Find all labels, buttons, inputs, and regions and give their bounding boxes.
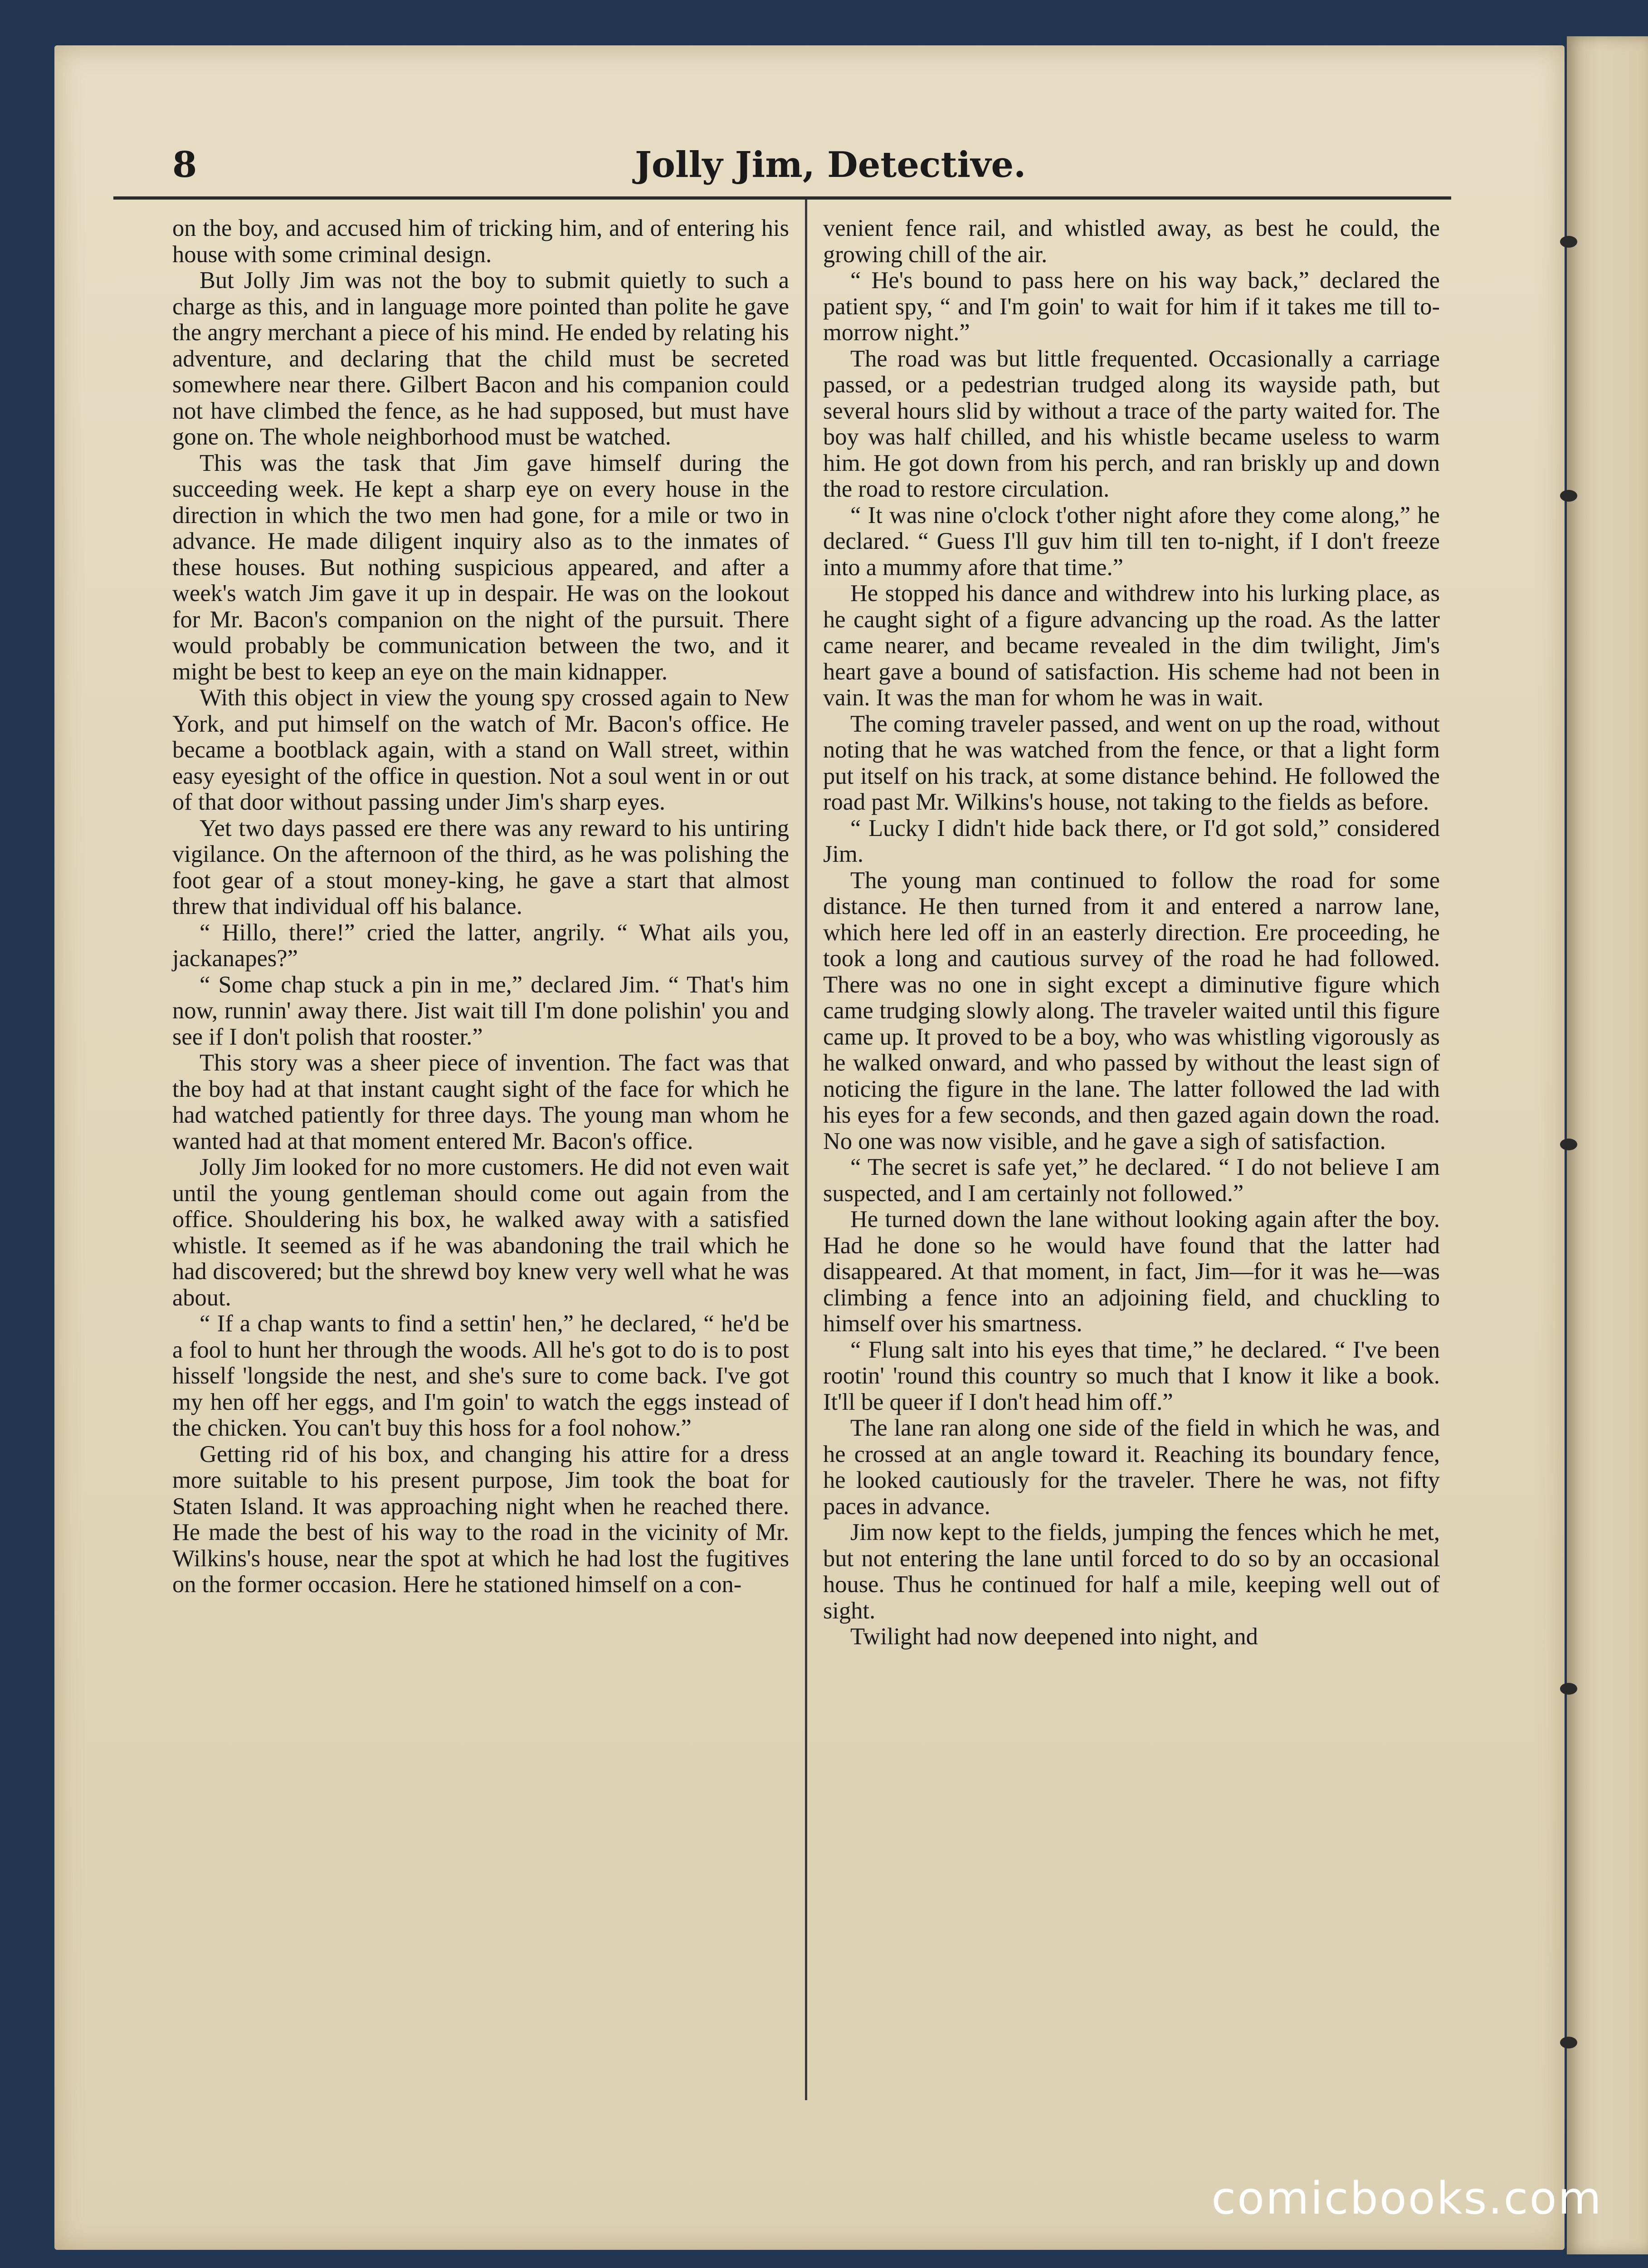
page-number: 8 [172,144,197,186]
paragraph: The coming traveler passed, and went on up the road, without noting that he was watched from the fence, or that a light form put itself on his track, at some distance behind. He followed the road past Mr. Wilkins's house, not taking to the fields as before. [823,710,1440,815]
paragraph: “ The secret is safe yet,” he declared. “ I do not believe I am suspected, and I am certainly not followed.” [823,1154,1440,1207]
paragraph: “ Hillo, there!” cried the latter, angrily. “ What ails you, jackanapes?” [172,919,789,972]
page-header [113,136,1451,195]
paragraph: The lane ran along one side of the field in which he was, and he crossed at an angle toward it. Reaching its boundary fence, he looked cautiously for the traveler. There he was, not fifty paces in advance. [823,1415,1440,1520]
paragraph: But Jolly Jim was not the boy to submit quietly to such a charge as this, and in language more pointed than polite he gave the angry merchant a piece of his mind. He ended by relating his adventure, and declaring that the child must be secreted somewhere near there. Gilbert Bacon and his companion could not have climbed the fence, as he had supposed, but must have gone on. The whole neighborhood must be watched. [172,267,789,450]
binding-staple-mark [1560,236,1577,248]
paragraph: This was the task that Jim gave himself during the succeeding week. He kept a sharp eye on every house in the direction in which the two men had gone, for a mile or two in advance. He made diligent inquiry also as to the inmates of these houses. But nothing suspicious appeared, and after a week's watch Jim gave it up in despair. He was on the lookout for Mr. Bacon's companion on the night of the pursuit. There would probably be communication between the two, and it might be best to keep an eye on the main kidnapper. [172,450,789,685]
running-title: Jolly Jim, Detective. [635,144,1026,186]
paragraph: This story was a sheer piece of invention. The fact was that the boy had at that instant caught sight of the face for which he had watched patiently for three days. The young man whom he wanted had at that moment entered Mr. Bacon's office. [172,1050,789,1154]
paragraph: venient fence rail, and whistled away, as best he could, the growing chill of the air. [823,215,1440,268]
paragraph: He stopped his dance and withdrew into his lurking place, as he caught sight of a figure advancing up the road. As the latter came nearer, and became revealed in the dim twilight, Jim's heart gave a bound of satisfaction. His scheme had not been in vain. It was the man for whom he was in wait. [823,580,1440,711]
binding-staple-mark [1560,2037,1577,2048]
paragraph: He turned down the lane without looking again after the boy. Had he done so he would have found that the latter had disappeared. At that moment, in fact, Jim—for it was he—was climbing a fence into an adjoining field, and chuckling to himself over his smartness. [823,1206,1440,1337]
watermark: comicbooks.com [1211,2173,1603,2224]
paragraph: “ Some chap stuck a pin in me,” declared Jim. “ That's him now, runnin' away there. Jist wait till I'm done polishin' you and see if I don't polish that rooster.” [172,971,789,1050]
paragraph: “ He's bound to pass here on his way back,” declared the patient spy, “ and I'm goin' to wait for him if it takes me till to-morrow night.” [823,267,1440,346]
paragraph: With this object in view the young spy crossed again to New York, and put himself on the watch of Mr. Bacon's office. He became a bootblack again, with a stand on Wall street, within easy eyesight of the office in question. Not a soul went in or out of that door without passing under Jim's sharp eyes. [172,684,789,815]
paragraph: Jolly Jim looked for no more customers. He did not even wait until the young gentleman should come out again from the office. Shouldering his box, he walked away with a satisfied whistle. It seemed as if he was abandoning the trail which he had discovered; but the shrewd boy knew very well what he was about. [172,1154,789,1311]
right-column [823,215,1440,1650]
paragraph: “ Lucky I didn't hide back there, or I'd got sold,” considered Jim. [823,815,1440,867]
paragraph: Getting rid of his box, and changing his attire for a dress more suitable to his present purpose, Jim took the boat for Staten Island. It was approaching night when he reached there. He made the best of his way to the road in the vicinity of Mr. Wilkins's house, near the spot at which he had lost the fugitives on the former occasion. Here he stationed himself on a con- [172,1441,789,1598]
binding-staple-mark [1560,1139,1577,1150]
facing-page-edge [1567,36,1648,2254]
paragraph: The young man continued to follow the road for some distance. He then turned from it and entered a narrow lane, which here led off in an easterly direction. Ere proceeding, he took a long and cautious survey of the road he had followed. There was no one in sight except a diminutive figure which came trudging slowly along. The traveler waited until this figure came up. It proved to be a boy, who was whistling vigorously as he walked onward, and who passed by without the least sign of noticing the figure in the lane. The latter followed the lad with his eyes for a few seconds, and then gazed again down the road. No one was now visible, and he gave a sigh of satisfaction. [823,867,1440,1154]
paragraph: on the boy, and accused him of tricking him, and of entering his house with some criminal design. [172,215,789,268]
left-column [172,215,789,1598]
binding-staple-mark [1560,1683,1577,1695]
paragraph: The road was but little frequented. Occasionally a carriage passed, or a pedestrian trudged along its wayside path, but several hours slid by without a trace of the party waited for. The boy was half chilled, and his whistle became useless to warm him. He got down from his perch, and ran briskly up and down the road to restore circulation. [823,345,1440,502]
paragraph: Jim now kept to the fields, jumping the fences which he met, but not entering the lane until forced to do so by an occasional house. Thus he continued for half a mile, keeping well out of sight. [823,1519,1440,1624]
paragraph: Yet two days passed ere there was any reward to his untiring vigilance. On the afternoon of the third, as he was polishing the foot gear of a stout money-king, he gave a start that almost threw that individual off his balance. [172,815,789,919]
paragraph: “ Flung salt into his eyes that time,” he declared. “ I've been rootin' 'round this country so much that I know it like a book. It'll be queer if I don't head him off.” [823,1336,1440,1415]
column-divider [805,200,807,2100]
paragraph: “ It was nine o'clock t'other night afore they come along,” he declared. “ Guess I'll guv him till ten to-night, if I don't freeze into a mummy afore that time.” [823,502,1440,581]
binding-staple-mark [1560,490,1577,502]
paragraph: Twilight had now deepened into night, and [850,1623,1258,1650]
header-rule [113,196,1451,200]
paragraph: “ If a chap wants to find a settin' hen,” he declared, “ he'd be a fool to hunt her through the woods. All he's got to do is to post hisself 'longside the nest, and she's sure to come back. I've got my hen off her eggs, and I'm goin' to watch the eggs instead of the chicken. You can't buy this hoss for a fool nohow.” [172,1310,789,1441]
